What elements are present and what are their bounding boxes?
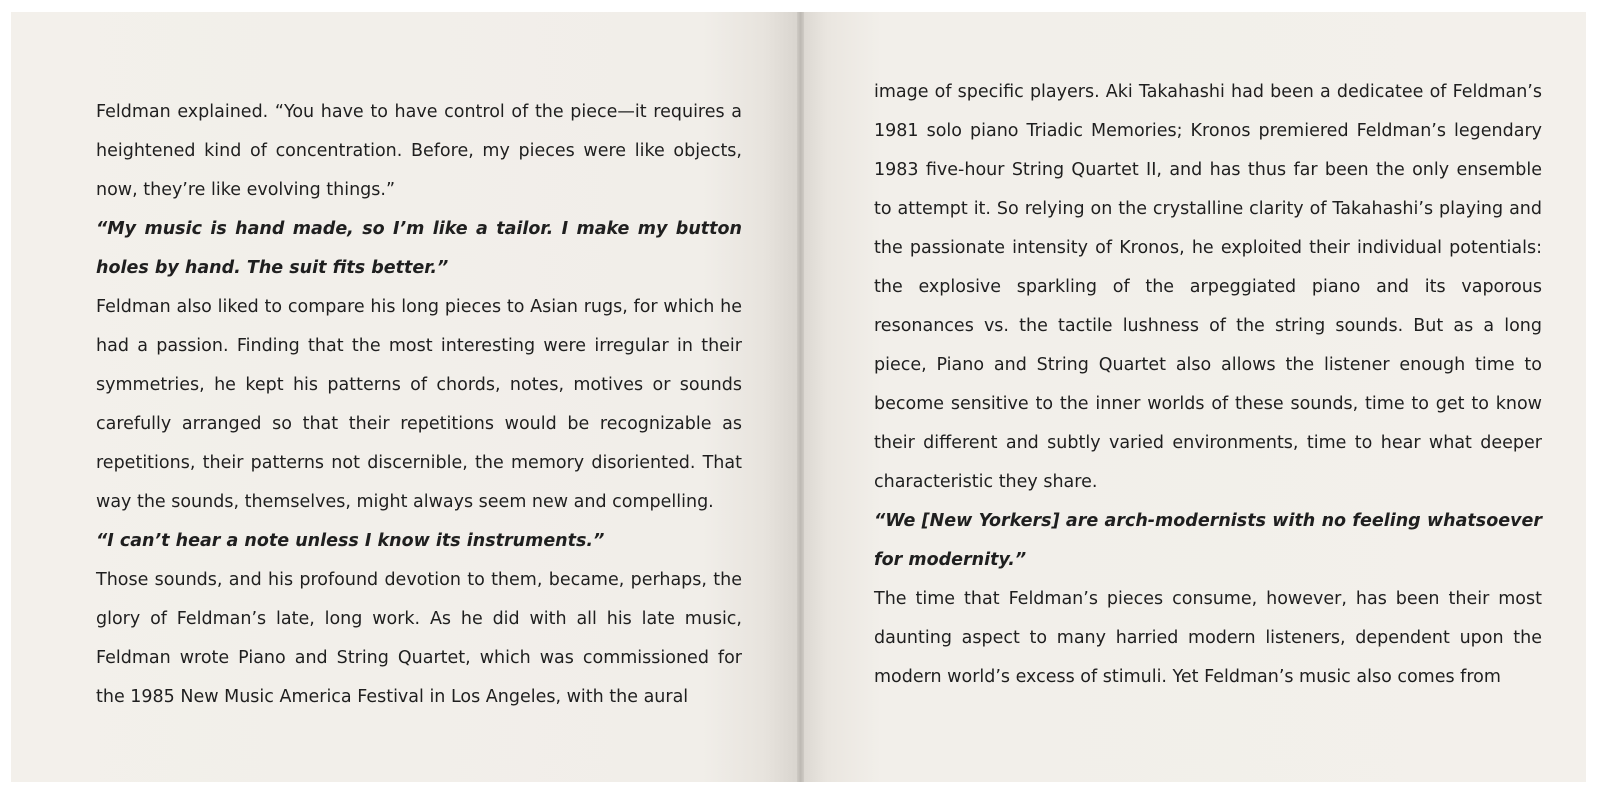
right-page [804, 12, 1586, 782]
right-paragraph-2: The time that Feldman’s pieces consume, however, has been their most daunting aspect to many harried modern listeners, dependent upon the modern world’s excess of stimuli. Yet Feldman’s music also comes from [874, 589, 1542, 687]
left-paragraph-2: Feldman also liked to compare his long pieces to Asian rugs, for which he had a passion. Finding that the most interesting were irregular in their symmetries, he kept his patterns of chords, notes, motives or sounds carefully arranged so that their repetitions would be recognizable as repetitions, their patterns not discernible, the memory disoriented. That way the sounds, themselves, might always seem new and compelling. [96, 297, 742, 512]
right-page-text [874, 73, 1542, 697]
left-page [11, 12, 797, 782]
right-paragraph-1: image of specific players. Aki Takahashi had been a dedicatee of Feldman’s 1981 solo piano Triadic Memories; Kronos premiered Feldman’s legendary 1983 five-hour String Quartet II, and has thus far been the only ensemble to attempt it. So relying on the crystalline clarity of Takahashi’s playing and the passionate intensity of Kronos, he exploited their individual potentials: the explosive sparkling of the arpeggiated piano and its vaporous resonances vs. the tactile lushness of the string sounds. But as a long piece, Piano and String Quartet also allows the listener enough time to become sensitive to the inner worlds of these sounds, time to get to know their different and subtly varied environments, time to hear what deeper characteristic they share. [874, 82, 1542, 492]
left-quote-2: “I can’t hear a note unless I know its instruments.” [96, 531, 605, 551]
left-paragraph-1: Feldman explained. “You have to have control of the piece—it requires a heightened kind of concentration. Before, my pieces were like objects, now, they’re like evolving things.” [96, 102, 742, 200]
left-page-text [96, 93, 742, 717]
right-quote-1: “We [New Yorkers] are arch-modernists with no feeling whatsoever for modernity.” [874, 511, 1542, 570]
left-paragraph-3: Those sounds, and his profound devotion to them, became, perhaps, the glory of Feldman’s late, long work. As he did with all his late music, Feldman wrote Piano and String Quartet, which was commissioned for the 1985 New Music America Festival in Los Angeles, with the aural [96, 570, 742, 707]
left-quote-1: “My music is hand made, so I’m like a tailor. I make my button holes by hand. The suit fits better.” [96, 219, 742, 278]
page-gutter [797, 12, 804, 782]
